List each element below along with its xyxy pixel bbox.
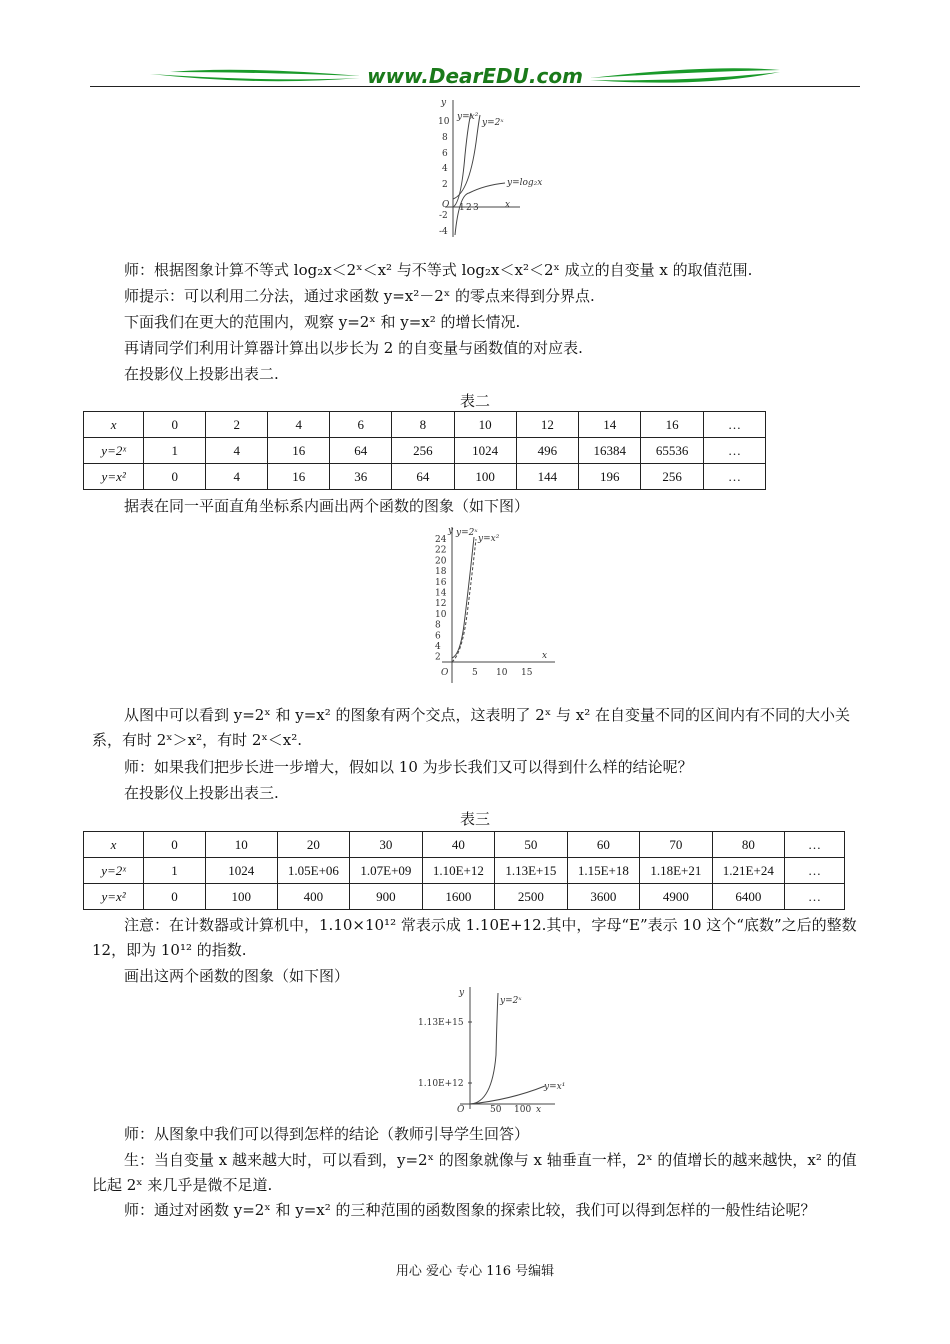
paragraph: 师提示：可以利用二分法，通过求函数 y=x²－2ˣ 的零点来得到分界点. [124,287,595,305]
fig3-origin: O [457,1105,465,1115]
table-cell: 10 [205,832,277,858]
table-cell: 30 [350,832,422,858]
fig2-x-label: x [542,651,548,661]
fig3-curve-label: y=x¹ [544,1082,566,1092]
fig3-xtick: 50 [490,1105,502,1115]
paragraph: 师：根据图象计算不等式 log₂x＜2ˣ＜x² 与不等式 log₂x＜x²＜2ˣ 成立的自变量 x 的取值范围. [124,261,753,279]
table-cell: 0 [144,884,206,910]
fig1-curve-label: y=x² [457,112,479,122]
table-cell: 196 [579,464,641,490]
table-cell: 1024 [205,858,277,884]
table-cell: 4 [206,438,268,464]
fig2-ytick: 20 [435,556,447,567]
table-cell: 0 [144,464,206,490]
table3 [83,831,845,910]
fig1-ytick: 10 [438,117,450,127]
fig1-ytick: 8 [442,133,448,143]
table-cell: 70 [640,832,712,858]
table-cell: 1600 [422,884,494,910]
fig3-y-label: y [459,988,465,998]
table-cell: 496 [516,438,578,464]
table-cell: … [785,884,845,910]
table-cell: x [84,832,144,858]
fig2-curve-label: y=2ˣ [456,528,478,538]
fig2-xtick: 5 [472,668,478,678]
table-cell: 144 [516,464,578,490]
table-row [84,464,766,490]
fig1-curve-label: y=2ˣ [482,118,504,128]
fig3-ytick: 1.10E+12 [418,1079,464,1089]
paragraph: 师：通过对函数 y=2ˣ 和 y=x² 的三种范围的函数图象的探索比较，我们可以得到怎样的一般性结论呢？ [124,1201,816,1219]
table-cell: 1.15E+18 [567,858,639,884]
table-cell: x [84,412,144,438]
fig1-xtick: 2 [466,203,472,213]
table-cell: y=2ˣ [84,858,144,884]
fig2-curve-x2 [452,539,476,662]
fig2-xtick: 15 [521,668,533,678]
paragraph: 在投影仪上投影出表三. [124,784,279,802]
table-cell: 60 [567,832,639,858]
table-cell: 1.10E+12 [422,858,494,884]
table3-caption: 表三 [459,810,490,828]
table-cell: 1.18E+21 [640,858,712,884]
table-cell: 3600 [567,884,639,910]
fig1-x-label: x [505,200,511,210]
table-cell: 80 [712,832,784,858]
fig2-ytick: 10 [435,609,447,620]
figure-1 [425,95,565,244]
table-cell: 4900 [640,884,712,910]
paragraph: 师：从图象中我们可以得到怎样的结论（教师引导学生回答） [124,1125,530,1143]
fig3-ytick: 1.13E+15 [418,1018,464,1028]
fig2-curve-2x [452,537,474,658]
fig2-y-label: y [448,526,454,536]
fig1-xtick: 1 [459,203,465,213]
table-cell: y=2ˣ [84,438,144,464]
table-row [84,884,845,910]
table-cell: 4 [206,464,268,490]
table-cell: … [703,412,765,438]
table-cell: 1.13E+15 [495,858,567,884]
table-cell: 1.07E+09 [350,858,422,884]
table-cell: 14 [579,412,641,438]
table2 [83,411,766,490]
fig3-curve-2x [470,993,498,1104]
table-cell: … [703,438,765,464]
table-cell: 50 [495,832,567,858]
fig2-ytick: 22 [435,545,447,556]
fig2-ytick: 18 [435,567,447,578]
fig2-ytick: 6 [435,631,441,642]
table-cell: 100 [454,464,516,490]
table-cell: 12 [516,412,578,438]
fig2-ytick: 16 [435,577,447,588]
fig1-ytick: 2 [442,180,448,190]
footer-text: 用心 爱心 专心 116 号编辑 [395,1264,555,1279]
paragraph: 下面我们在更大的范围内，观察 y=2ˣ 和 y=x² 的增长情况. [124,313,521,331]
table-cell: 1.21E+24 [712,858,784,884]
table-cell: y=x² [84,884,144,910]
fig1-curve-label: y=log₂x [507,178,543,188]
fig1-ytick: -2 [439,211,448,221]
table-cell: 8 [392,412,454,438]
table-cell: 16384 [579,438,641,464]
table-cell: … [785,858,845,884]
table-cell: 64 [392,464,454,490]
table-row [84,412,766,438]
fig1-origin: O [442,200,450,210]
fig1-ytick: 6 [442,149,448,159]
fig2-ytick: 8 [435,620,441,631]
table-cell: 64 [330,438,392,464]
table-cell: … [703,464,765,490]
header-rule [90,86,860,87]
fig2-ytick: 4 [435,642,441,652]
fig2-ytick: 14 [435,588,447,599]
table-cell: 900 [350,884,422,910]
fig1-y-label: y [441,98,447,108]
table-cell: 1.05E+06 [277,858,349,884]
fig1-curve-2x [453,115,480,199]
table-cell: 36 [330,464,392,490]
table-cell: 16 [268,464,330,490]
fig3-curve-x2 [470,1086,545,1104]
table-cell: 1024 [454,438,516,464]
table-cell: 20 [277,832,349,858]
table-cell: 100 [205,884,277,910]
table-cell: 6400 [712,884,784,910]
fig2-origin: O [441,668,449,678]
table-cell: 2 [206,412,268,438]
table-cell: 16 [268,438,330,464]
fig3-xtick: 100 [514,1105,532,1115]
paragraph: 从图中可以看到 y=2ˣ 和 y=x² 的图象有两个交点，这表明了 2ˣ 与 x² 在自变量不同的区间内有不同的大小关系，有时 2ˣ＞x²，有时 2ˣ＜x². [92,706,850,749]
table-cell: 4 [268,412,330,438]
table-cell: 400 [277,884,349,910]
paragraph: 注意：在计数器或计算机中，1.10×10¹² 常表示成 1.10E+12.其中，字母“E”表示 10 这个“底数”之后的整数 12，即为 10¹² 的指数. [92,916,857,959]
paragraph: 在投影仪上投影出表二. [124,365,279,383]
table-cell: 0 [144,832,206,858]
fig2-ytick: 2 [435,652,441,663]
table-cell: 1 [144,858,206,884]
fig1-ytick: -4 [439,227,448,237]
table-cell: 10 [454,412,516,438]
logo-text: www.DearEDU.com [367,64,583,88]
paragraph: 再请同学们利用计算器计算出以步长为 2 的自变量与函数值的对应表. [124,339,583,357]
table-row [84,438,766,464]
table-cell: … [785,832,845,858]
figure-2 [420,525,565,689]
figure-3 [410,985,570,1119]
paragraph: 生：当自变量 x 越来越大时，可以看到，y=2ˣ 的图象就像与 x 轴垂直一样，2ˣ 的值增长的越来越快，x² 的值比起 2ˣ 来几乎是微不足道. [92,1151,857,1194]
fig2-xtick: 10 [496,668,508,678]
table-cell: 0 [144,412,206,438]
fig1-ytick: 4 [442,164,448,174]
table-cell: y=x² [84,464,144,490]
header-banner [90,60,860,92]
fig2-ytick: 24 [435,535,447,545]
fig2-curve-label: y=x² [478,534,500,544]
table-cell: 2500 [495,884,567,910]
fig2-ytick: 12 [435,599,447,610]
table2-caption: 表二 [459,392,490,410]
table-cell: 16 [641,412,703,438]
paragraph: 据表在同一平面直角坐标系内画出两个函数的图象（如下图） [124,497,530,515]
table-row [84,832,845,858]
paragraph: 画出这两个函数的图象（如下图） [124,967,350,985]
table-cell: 40 [422,832,494,858]
fig1-xtick: 3 [473,203,479,213]
table-cell: 256 [641,464,703,490]
table-cell: 65536 [641,438,703,464]
header-logo [90,60,860,92]
table-cell: 6 [330,412,392,438]
table-row [84,858,845,884]
table-cell: 256 [392,438,454,464]
fig3-x-label: x [536,1105,542,1115]
fig3-curve-label: y=2ˣ [500,996,522,1006]
paragraph: 师：如果我们把步长进一步增大，假如以 10 为步长我们又可以得到什么样的结论呢？ [124,758,693,776]
table-cell: 1 [144,438,206,464]
